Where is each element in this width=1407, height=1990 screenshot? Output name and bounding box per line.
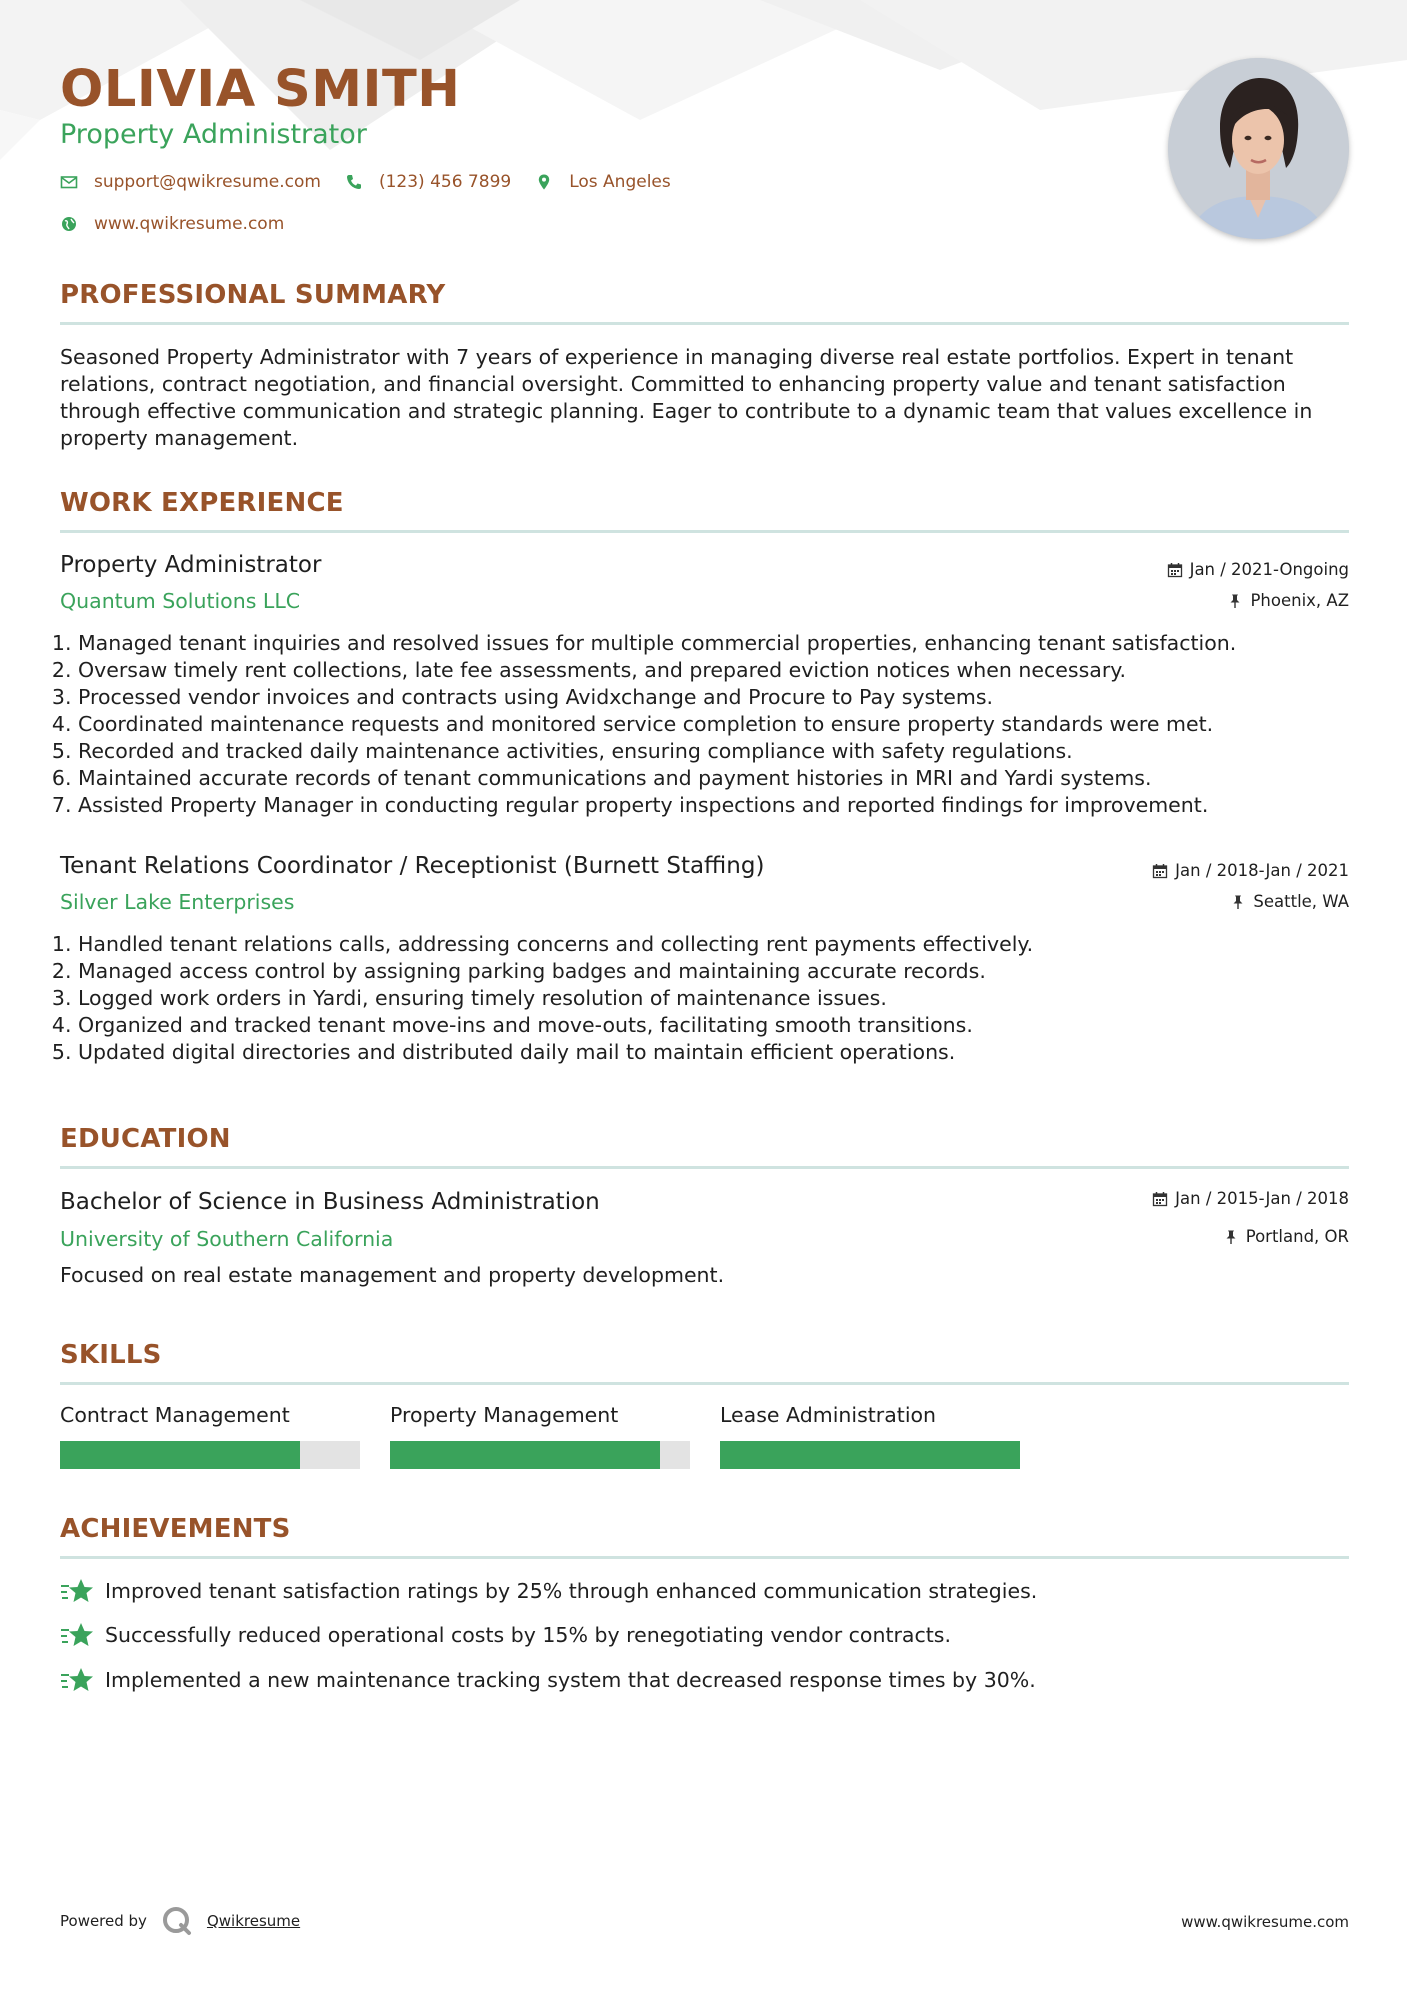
footer-website[interactable]: www.qwikresume.com <box>1181 1913 1349 1931</box>
skill-bar <box>390 1441 690 1469</box>
section-title-summary: PROFESSIONAL SUMMARY <box>60 278 1349 325</box>
company-name: Quantum Solutions LLC <box>60 589 301 613</box>
calendar-icon <box>1167 562 1183 578</box>
skill-label: Lease Administration <box>720 1403 937 1427</box>
job-title: Property Administrator <box>60 552 322 578</box>
location-text: Los Angeles <box>569 172 671 192</box>
powered-by-label: Powered by <box>60 1912 147 1930</box>
map-marker-icon <box>535 173 553 191</box>
list-item: 5. Recorded and tracked daily maintenance activities, ensuring compliance with safety regulations. <box>78 738 1349 765</box>
job-dates-text: Jan / 2021-Ongoing <box>1189 560 1349 579</box>
website-item[interactable] <box>60 214 284 234</box>
candidate-name: OLIVIA SMITH <box>60 60 461 119</box>
phone-text[interactable]: (123) 456 7899 <box>378 172 512 192</box>
pushpin-icon <box>1227 593 1243 609</box>
footer <box>60 1897 1349 1937</box>
pushpin-icon <box>1230 894 1246 910</box>
profile-photo <box>1168 58 1349 239</box>
email-item[interactable] <box>60 172 321 192</box>
company-name: Silver Lake Enterprises <box>60 890 295 914</box>
skill-label: Contract Management <box>60 1403 290 1427</box>
calendar-icon <box>1152 863 1168 879</box>
star-icon <box>60 1576 94 1606</box>
job-dates <box>1167 559 1349 581</box>
education-description: Focused on real estate management and property development. <box>60 1263 725 1287</box>
calendar-icon <box>1152 1191 1168 1207</box>
job-bullets <box>60 931 1349 1066</box>
education-dates-text: Jan / 2015-Jan / 2018 <box>1175 1189 1349 1208</box>
list-item: 7. Assisted Property Manager in conducting regular property inspections and reported findings for improvement. <box>78 792 1349 819</box>
job-location-text: Seattle, WA <box>1253 892 1349 911</box>
list-item: 3. Logged work orders in Yardi, ensuring timely resolution of maintenance issues. <box>78 985 1349 1012</box>
achievement-item <box>60 1665 1036 1695</box>
education-dates <box>1152 1188 1349 1210</box>
email-text[interactable]: support@qwikresume.com <box>94 172 321 192</box>
section-title-education: EDUCATION <box>60 1122 1349 1169</box>
list-item: 3. Processed vendor invoices and contracts using Avidxchange and Procure to Pay systems. <box>78 684 1349 711</box>
education-location <box>1223 1226 1349 1248</box>
globe-icon <box>60 215 78 233</box>
list-item: 4. Organized and tracked tenant move-ins and move-outs, facilitating smooth transitions. <box>78 1012 1349 1039</box>
location-item <box>535 172 671 192</box>
skill-item <box>390 1401 690 1469</box>
website-link[interactable]: www.qwikresume.com <box>94 214 285 234</box>
summary-text: Seasoned Property Administrator with 7 years of experience in managing diverse real estate portfolios. Expert in tenant relations, contract negotiation, and financial oversight. Committed to enhancing property value and tenant satisfaction through effective communication and strategic planning. Eager to contribute to a dynamic team that values excellence in property management. <box>60 345 1313 450</box>
skill-bar-fill <box>390 1441 660 1469</box>
education-location-text: Portland, OR <box>1245 1227 1349 1246</box>
list-item: 1. Handled tenant relations calls, addressing concerns and collecting rent payments effectively. <box>78 931 1349 958</box>
degree-title: Bachelor of Science in Business Administration <box>60 1189 600 1215</box>
job-bullets <box>60 630 1349 819</box>
list-item: 1. Managed tenant inquiries and resolved issues for multiple commercial properties, enhancing tenant satisfaction. <box>78 630 1349 657</box>
list-item: 2. Managed access control by assigning parking badges and maintaining accurate records. <box>78 958 1349 985</box>
list-item: 5. Updated digital directories and distributed daily mail to maintain efficient operations. <box>78 1039 1349 1066</box>
candidate-role: Property Administrator <box>60 119 367 150</box>
section-title-experience: WORK EXPERIENCE <box>60 486 1349 533</box>
star-icon <box>60 1620 94 1650</box>
list-item: 4. Coordinated maintenance requests and monitored service completion to ensure property standards were met. <box>78 711 1349 738</box>
achievement-text: Implemented a new maintenance tracking system that decreased response times by 30%. <box>105 1668 1036 1692</box>
envelope-icon <box>60 173 78 191</box>
skill-bar <box>60 1441 360 1469</box>
school-name: University of Southern California <box>60 1227 394 1251</box>
job-dates <box>1152 860 1349 882</box>
powered-by <box>60 1905 300 1937</box>
job-dates-text: Jan / 2018-Jan / 2021 <box>1175 861 1349 880</box>
skill-item <box>720 1401 1020 1469</box>
skill-bar-fill <box>60 1441 300 1469</box>
job-location <box>1227 590 1349 612</box>
skill-label: Property Management <box>390 1403 619 1427</box>
list-item: 6. Maintained accurate records of tenant communications and payment histories in MRI and Yardi systems. <box>78 765 1349 792</box>
pushpin-icon <box>1223 1229 1239 1245</box>
job-title: Tenant Relations Coordinator / Receptionist (Burnett Staffing) <box>60 853 765 879</box>
section-title-achievements: ACHIEVEMENTS <box>60 1512 1349 1559</box>
website-row <box>60 214 308 234</box>
list-item: 2. Oversaw timely rent collections, late fee assessments, and prepared eviction notices when necessary. <box>78 657 1349 684</box>
contact-row <box>60 172 695 192</box>
qwikresume-logo-icon <box>161 1905 193 1937</box>
achievement-item <box>60 1620 951 1650</box>
skill-item <box>60 1401 360 1469</box>
job-location-text: Phoenix, AZ <box>1250 591 1349 610</box>
skill-bar <box>720 1441 1020 1469</box>
phone-item[interactable] <box>345 172 511 192</box>
achievement-text: Successfully reduced operational costs by 15% by renegotiating vendor contracts. <box>105 1623 951 1647</box>
achievement-text: Improved tenant satisfaction ratings by 25% through enhanced communication strategies. <box>105 1579 1038 1603</box>
skill-bar-fill <box>720 1441 1020 1469</box>
job-location <box>1230 891 1349 913</box>
star-icon <box>60 1665 94 1695</box>
phone-icon <box>345 173 363 191</box>
qwikresume-link[interactable]: Qwikresume <box>206 1912 301 1930</box>
section-title-skills: SKILLS <box>60 1338 1349 1385</box>
achievement-item <box>60 1576 1037 1606</box>
